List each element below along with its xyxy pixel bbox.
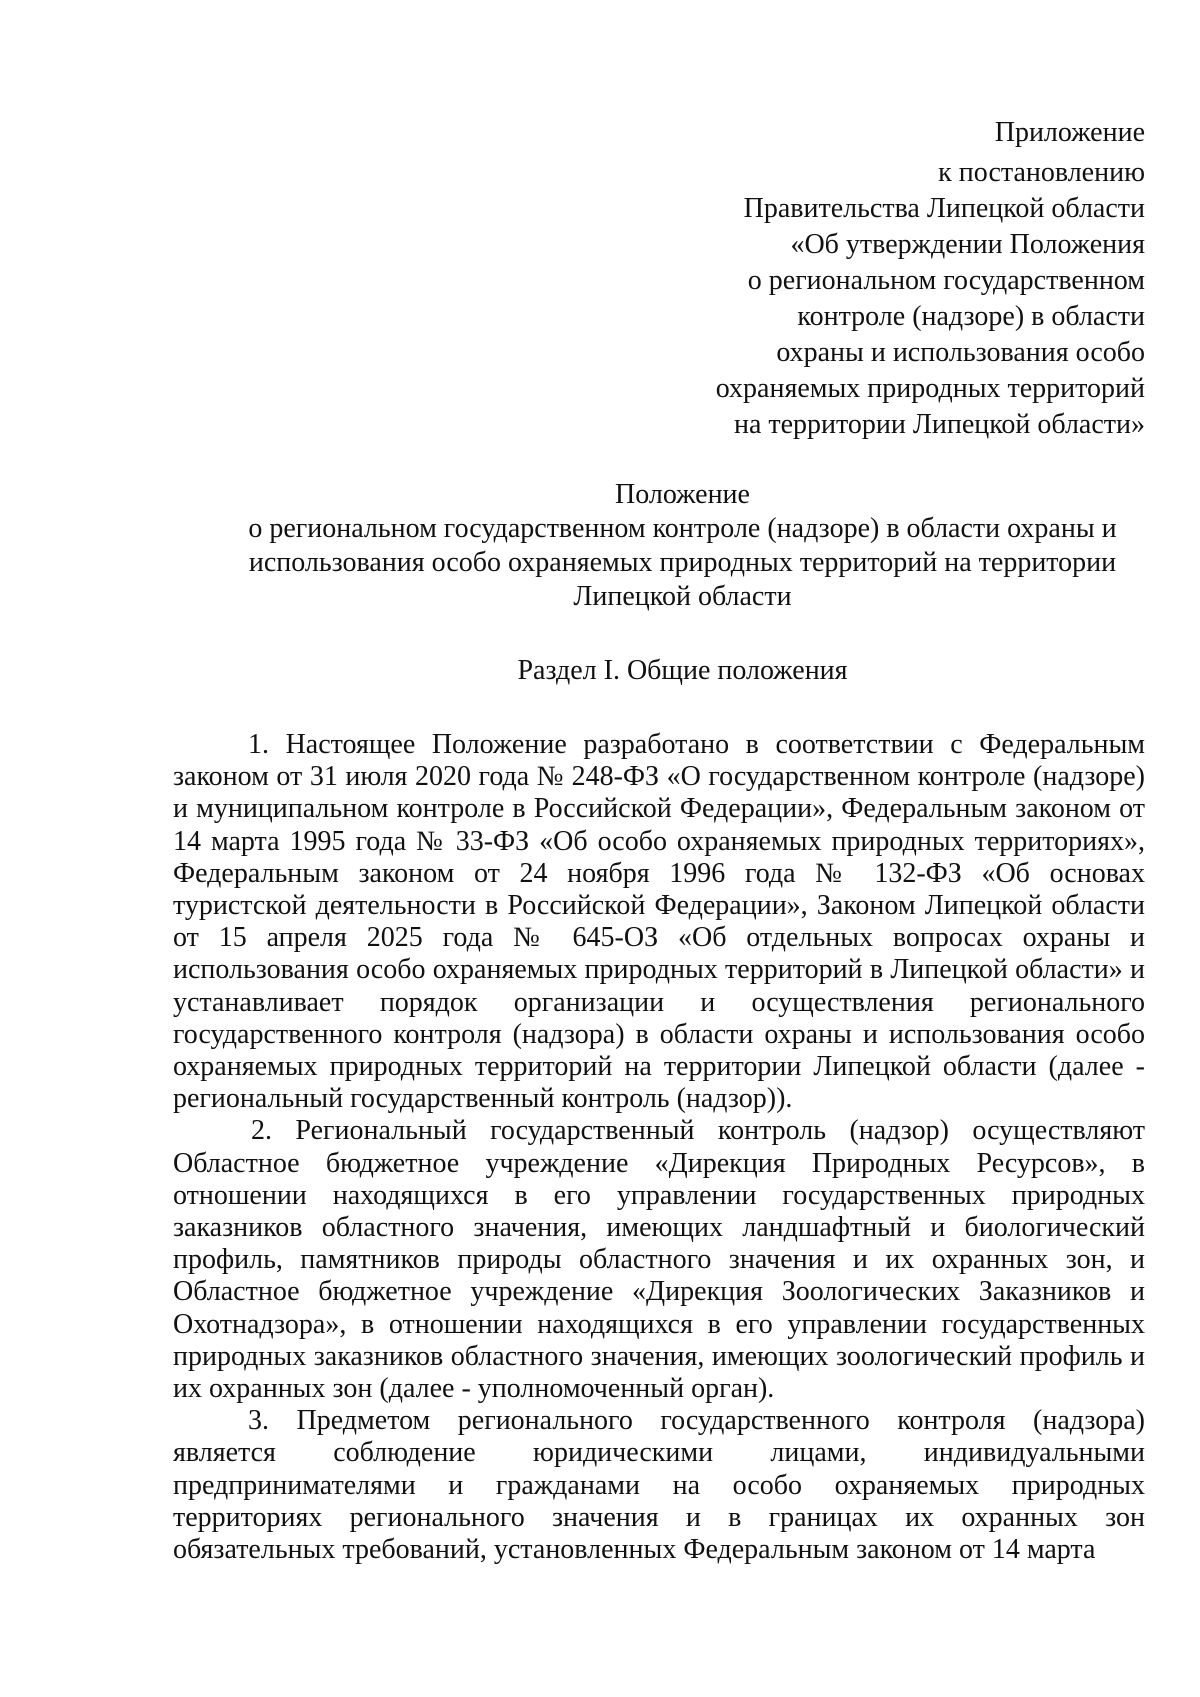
paragraph-3: 3. Предметом регионального государственного контроля (надзора) является соблюдение юридическими лицами, индивидуальными предпринимателями и гражданами на особо охраняемых природных территориях регионального значения и в границах их охранных зон обязательных требований, установленных Федеральным законом от 14 марта: [173, 1405, 1145, 1566]
appendix-line: о региональном государственном: [747, 265, 1145, 296]
document-subheading: о региональном государственном контроле (надзоре) в области охраны и использования особо охраняемых природных территорий на территории Липецкой области: [248, 513, 1117, 612]
appendix-line: к постановлению: [938, 157, 1145, 188]
appendix-line: на территории Липецкой области»: [733, 409, 1145, 440]
appendix-block: [505, 115, 1145, 443]
paragraph-1: 1. Настоящее Положение разработано в соответствии с Федеральным законом от 31 июля 2020 года № 248-ФЗ «О государственном контроле (надзоре) и муниципальном контроле в Российской Федерации», Федеральным законом от 14 марта 1995 года № 33-ФЗ «Об особо охраняемых природных территориях», Федеральным законом от 24 ноября 1996 года № 132-ФЗ «Об основах туристской деятельности в Российской Федерации», Законом Липецкой области от 15 апреля 2025 года № 645-ОЗ «Об отдельных вопросах охраны и использования особо охраняемых природных территорий в Липецкой области» и устанавливает порядок организации и осуществления регионального государственного контроля (надзора) в области охраны и использования особо охраняемых природных территорий на территории Липецкой области (далее - региональный государственный контроль (надзор)).: [173, 729, 1145, 1115]
appendix-line: контроле (надзоре) в области: [797, 301, 1145, 332]
document-heading: Положение: [615, 479, 750, 510]
appendix-line: Приложение: [994, 117, 1145, 148]
appendix-line: охраняемых природных территорий: [715, 373, 1145, 404]
appendix-line: «Об утверждении Положения: [790, 229, 1145, 260]
section-title: Раздел I. Общие положения: [517, 655, 848, 686]
appendix-line: охраны и использования особо: [776, 337, 1145, 368]
appendix-line: Правительства Липецкой области: [743, 193, 1145, 224]
document-body: [173, 729, 1145, 1566]
document-title: [205, 478, 1160, 614]
paragraph-2: 2. Региональный государственный контроль (надзор) осуществляют Областное бюджетное учреждение «Дирекция Природных Ресурсов», в отношении находящихся в его управлении государственных природных заказников областного значения, имеющих ландшафтный и биологический профиль, памятников природы областного значения и их охранных зон, и Областное бюджетное учреждение «Дирекция Зоологических Заказников и Охотнадзора», в отношении находящихся в его управлении государственных природных заказников областного значения, имеющих зоологический профиль и их охранных зон (далее - уполномоченный орган).: [173, 1115, 1145, 1405]
